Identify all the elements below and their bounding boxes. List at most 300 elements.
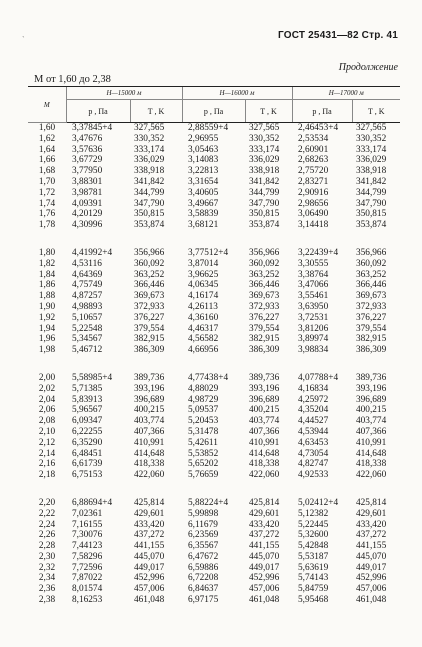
table-cell: 445,070 bbox=[356, 551, 387, 562]
table-cell: 410,991 bbox=[249, 437, 280, 448]
table-cell: 330,352 bbox=[356, 133, 387, 144]
table-cell: 6,84637 bbox=[188, 584, 219, 595]
table-cell: 5,76659 bbox=[188, 470, 219, 481]
table-cell: 338,918 bbox=[249, 166, 280, 177]
table-cell: 3,89974 bbox=[298, 334, 329, 345]
table-cell: 5,02412+4 bbox=[298, 497, 339, 508]
table-cell: 429,601 bbox=[249, 508, 280, 519]
table-cell: 2,20 bbox=[38, 497, 56, 508]
table-cell: 7,72596 bbox=[72, 562, 103, 573]
table-cell: 330,352 bbox=[134, 133, 165, 144]
block-spacer bbox=[28, 231, 400, 248]
table-row bbox=[28, 416, 400, 427]
table-cell: 425,814 bbox=[356, 497, 387, 508]
table-cell: 3,37845+4 bbox=[72, 123, 113, 133]
table-cell: 353,874 bbox=[249, 220, 280, 231]
table-cell: 4,16834 bbox=[298, 383, 329, 394]
table-cell: 7,87022 bbox=[72, 573, 103, 584]
table-cell: 4,66956 bbox=[188, 345, 219, 356]
table-cell: 386,309 bbox=[134, 345, 165, 356]
table-cell: 5,46712 bbox=[72, 345, 103, 356]
table-row bbox=[28, 459, 400, 470]
table-cell: 4,92533 bbox=[298, 470, 329, 481]
table-cell: 341,842 bbox=[249, 176, 280, 187]
table-cell: 4,06345 bbox=[188, 280, 219, 291]
atmosphere-table bbox=[28, 86, 400, 606]
table-cell: 5,53187 bbox=[298, 551, 329, 562]
table-cell: 7,02361 bbox=[72, 508, 103, 519]
table-cell: 4,73054 bbox=[298, 448, 329, 459]
table-cell: 5,12382 bbox=[298, 508, 329, 519]
table-cell: 369,673 bbox=[356, 291, 387, 302]
table-cell: 360,092 bbox=[249, 258, 280, 269]
table-cell: 386,309 bbox=[249, 345, 280, 356]
table-cell: 333,174 bbox=[134, 144, 165, 155]
table-cell: 457,006 bbox=[249, 584, 280, 595]
table-row bbox=[28, 177, 400, 188]
table-cell: 1,84 bbox=[38, 269, 56, 280]
table-cell: 7,58296 bbox=[72, 551, 103, 562]
table-cell: 344,799 bbox=[249, 187, 280, 198]
table-cell: 2,75720 bbox=[298, 166, 329, 177]
table-cell: 4,87257 bbox=[72, 291, 103, 302]
table-cell: 5,22445 bbox=[298, 519, 329, 530]
table-cell: 437,272 bbox=[249, 530, 280, 541]
table-cell: 437,272 bbox=[356, 530, 387, 541]
table-cell: 457,006 bbox=[134, 584, 165, 595]
table-cell: 2,28 bbox=[38, 541, 56, 552]
table-cell: 4,07788+4 bbox=[298, 372, 339, 383]
table-cell: 366,446 bbox=[134, 280, 165, 291]
table-cell: 347,790 bbox=[356, 198, 387, 209]
table-row bbox=[28, 334, 400, 345]
table-row bbox=[28, 209, 400, 220]
table-cell: 1,68 bbox=[38, 166, 56, 177]
table-cell: 452,996 bbox=[134, 573, 165, 584]
table-cell: 3,47066 bbox=[298, 280, 329, 291]
table-cell: 330,352 bbox=[249, 133, 280, 144]
table-cell: 410,991 bbox=[356, 437, 387, 448]
table-cell: 1,62 bbox=[38, 133, 56, 144]
table-cell: 389,736 bbox=[356, 372, 387, 383]
table-cell: 437,272 bbox=[134, 530, 165, 541]
continuation-label: Продолжение bbox=[338, 62, 398, 73]
table-cell: 393,196 bbox=[356, 383, 387, 394]
table-cell: 3,88301 bbox=[72, 176, 103, 187]
table-row bbox=[28, 291, 400, 302]
table-cell: 336,029 bbox=[249, 155, 280, 166]
table-cell: 6,35567 bbox=[188, 541, 219, 552]
table-cell: 400,215 bbox=[356, 405, 387, 416]
table-cell: 2,06 bbox=[38, 405, 56, 416]
table-row bbox=[28, 270, 400, 281]
table-cell: 369,673 bbox=[134, 291, 165, 302]
table-row bbox=[28, 584, 400, 595]
table-row bbox=[28, 345, 400, 356]
table-cell: 366,446 bbox=[249, 280, 280, 291]
table-cell: 429,601 bbox=[134, 508, 165, 519]
table-cell: 2,32 bbox=[38, 562, 56, 573]
table-cell: 356,966 bbox=[249, 247, 280, 258]
table-cell: 403,774 bbox=[134, 416, 165, 427]
document-reference: ГОСТ 25431—82 Стр. 41 bbox=[278, 30, 398, 41]
table-cell: 433,420 bbox=[134, 519, 165, 530]
table-cell: 336,029 bbox=[356, 155, 387, 166]
table-cell: 418,338 bbox=[249, 459, 280, 470]
table-cell: 2,88559+4 bbox=[188, 123, 229, 133]
table-cell: 449,017 bbox=[134, 562, 165, 573]
table-cell: 3,96625 bbox=[188, 269, 219, 280]
table-cell: 4,98729 bbox=[188, 394, 219, 405]
table-cell: 3,72531 bbox=[298, 312, 329, 323]
table-cell: 2,34 bbox=[38, 573, 56, 584]
pressure-header: p , Па bbox=[292, 100, 352, 123]
table-cell: 449,017 bbox=[249, 562, 280, 573]
table-row bbox=[28, 199, 400, 210]
table-cell: 4,77438+4 bbox=[188, 372, 229, 383]
table-cell: 336,029 bbox=[134, 155, 165, 166]
table-cell: 396,689 bbox=[249, 394, 280, 405]
table-row bbox=[28, 541, 400, 552]
table-cell: 1,94 bbox=[38, 323, 56, 334]
table-cell: 6,59886 bbox=[188, 562, 219, 573]
table-cell: 418,338 bbox=[134, 459, 165, 470]
table-cell: 452,996 bbox=[249, 573, 280, 584]
table-row bbox=[28, 123, 400, 134]
table-cell: 341,842 bbox=[356, 176, 387, 187]
table-cell: 5,74143 bbox=[298, 573, 329, 584]
altitude-17000-header: H—17000 м bbox=[292, 87, 400, 100]
table-cell: 6,23569 bbox=[188, 530, 219, 541]
table-cell: 350,815 bbox=[134, 209, 165, 220]
table-cell: 2,30 bbox=[38, 551, 56, 562]
table-row bbox=[28, 155, 400, 166]
pressure-header: p , Па bbox=[182, 100, 245, 123]
table-cell: 8,01574 bbox=[72, 584, 103, 595]
table-cell: 3,38764 bbox=[298, 269, 329, 280]
table-row bbox=[28, 248, 400, 259]
table-cell: 461,048 bbox=[356, 595, 387, 606]
table-cell: 2,26 bbox=[38, 530, 56, 541]
table-cell: 5,96567 bbox=[72, 405, 103, 416]
table-cell: 7,44123 bbox=[72, 541, 103, 552]
table-cell: 356,966 bbox=[134, 247, 165, 258]
table-cell: 376,227 bbox=[249, 312, 280, 323]
table-cell: 376,227 bbox=[134, 312, 165, 323]
table-cell: 393,196 bbox=[134, 383, 165, 394]
table-cell: 2,04 bbox=[38, 394, 56, 405]
table-cell: 347,790 bbox=[249, 198, 280, 209]
table-cell: 3,68121 bbox=[188, 220, 219, 231]
table-cell: 379,554 bbox=[134, 323, 165, 334]
table-cell: 410,991 bbox=[134, 437, 165, 448]
table-cell: 382,915 bbox=[134, 334, 165, 345]
table-cell: 5,88224+4 bbox=[188, 497, 229, 508]
table-row bbox=[28, 530, 400, 541]
table-cell: 452,996 bbox=[356, 573, 387, 584]
table-cell: 6,97175 bbox=[188, 595, 219, 606]
table-row bbox=[28, 438, 400, 449]
temperature-header: T , K bbox=[130, 100, 182, 123]
pressure-header: p , Па bbox=[66, 100, 130, 123]
table-row bbox=[28, 595, 400, 606]
table-row bbox=[28, 449, 400, 460]
table-cell: 3,40605 bbox=[188, 187, 219, 198]
table-cell: 4,09391 bbox=[72, 198, 103, 209]
table-cell: 393,196 bbox=[249, 383, 280, 394]
table-cell: 2,08 bbox=[38, 416, 56, 427]
table-cell: 2,36 bbox=[38, 584, 56, 595]
table-row bbox=[28, 563, 400, 574]
table-cell: 8,16253 bbox=[72, 595, 103, 606]
table-cell: 5,53852 bbox=[188, 448, 219, 459]
table-cell: 1,60 bbox=[38, 123, 56, 133]
table-cell: 363,252 bbox=[249, 269, 280, 280]
table-cell: 3,06490 bbox=[298, 209, 329, 220]
table-row bbox=[28, 573, 400, 584]
table-row bbox=[28, 552, 400, 563]
table-cell: 2,24 bbox=[38, 519, 56, 530]
table-caption: М от 1,60 до 2,38 bbox=[34, 74, 111, 85]
table-cell: 2,46453+4 bbox=[298, 123, 339, 133]
table-cell: 4,82747 bbox=[298, 459, 329, 470]
table-cell: 372,933 bbox=[134, 301, 165, 312]
table-cell: 4,46317 bbox=[188, 323, 219, 334]
table-cell: 5,42848 bbox=[298, 541, 329, 552]
table-cell: 366,446 bbox=[356, 280, 387, 291]
table-cell: 2,83271 bbox=[298, 176, 329, 187]
table-cell: 1,74 bbox=[38, 198, 56, 209]
table-cell: 327,565 bbox=[134, 123, 165, 133]
table-cell: 2,53534 bbox=[298, 133, 329, 144]
table-cell: 2,10 bbox=[38, 426, 56, 437]
table-cell: 372,933 bbox=[249, 301, 280, 312]
temperature-header: T , K bbox=[352, 100, 400, 123]
table-cell: 3,14083 bbox=[188, 155, 219, 166]
table-cell: 338,918 bbox=[356, 166, 387, 177]
table-cell: 2,90916 bbox=[298, 187, 329, 198]
table-cell: 418,338 bbox=[356, 459, 387, 470]
table-cell: 414,648 bbox=[134, 448, 165, 459]
table-cell: 6,61739 bbox=[72, 459, 103, 470]
table-cell: 4,44527 bbox=[298, 416, 329, 427]
table-cell: 327,565 bbox=[356, 123, 387, 133]
table-row bbox=[28, 188, 400, 199]
table-cell: 2,02 bbox=[38, 383, 56, 394]
table-cell: 422,060 bbox=[356, 470, 387, 481]
table-cell: 1,70 bbox=[38, 176, 56, 187]
table-row bbox=[28, 509, 400, 520]
table-cell: 1,88 bbox=[38, 291, 56, 302]
block-spacer bbox=[28, 356, 400, 373]
table-cell: 327,565 bbox=[249, 123, 280, 133]
table-cell: 6,22255 bbox=[72, 426, 103, 437]
table-cell: 433,420 bbox=[356, 519, 387, 530]
table-cell: 1,80 bbox=[38, 247, 56, 258]
table-cell: 4,53944 bbox=[298, 426, 329, 437]
table-cell: 379,554 bbox=[249, 323, 280, 334]
table-cell: 344,799 bbox=[356, 187, 387, 198]
altitude-15000-header: H—15000 м bbox=[66, 87, 182, 100]
table-cell: 422,060 bbox=[134, 470, 165, 481]
mach-column-header: М bbox=[28, 87, 66, 123]
table-cell: 2,00 bbox=[38, 372, 56, 383]
table-cell: 363,252 bbox=[134, 269, 165, 280]
table-cell: 2,68263 bbox=[298, 155, 329, 166]
table-cell: 4,36160 bbox=[188, 312, 219, 323]
table-cell: 396,689 bbox=[356, 394, 387, 405]
table-cell: 2,98656 bbox=[298, 198, 329, 209]
table-cell: 6,48451 bbox=[72, 448, 103, 459]
table-cell: 3,30555 bbox=[298, 258, 329, 269]
table-cell: 422,060 bbox=[249, 470, 280, 481]
table-cell: 2,22 bbox=[38, 508, 56, 519]
table-cell: 5,31478 bbox=[188, 426, 219, 437]
table-cell: 457,006 bbox=[356, 584, 387, 595]
table-row bbox=[28, 373, 400, 384]
table-cell: 5,42611 bbox=[188, 437, 218, 448]
table-cell: 396,689 bbox=[134, 394, 165, 405]
table-cell: 1,64 bbox=[38, 144, 56, 155]
table-row bbox=[28, 166, 400, 177]
table-cell: 2,12 bbox=[38, 437, 56, 448]
table-cell: 1,90 bbox=[38, 301, 56, 312]
table-cell: 389,736 bbox=[249, 372, 280, 383]
table-cell: 382,915 bbox=[249, 334, 280, 345]
table-cell: 338,918 bbox=[134, 166, 165, 177]
table-row bbox=[28, 427, 400, 438]
table-cell: 1,86 bbox=[38, 280, 56, 291]
table-cell: 3,49667 bbox=[188, 198, 219, 209]
table-row bbox=[28, 259, 400, 270]
table-cell: 350,815 bbox=[249, 209, 280, 220]
table-cell: 2,38 bbox=[38, 595, 56, 606]
table-cell: 1,76 bbox=[38, 209, 56, 220]
table-cell: 3,05463 bbox=[188, 144, 219, 155]
table-cell: 4,41992+4 bbox=[72, 247, 113, 258]
table-row bbox=[28, 220, 400, 231]
table-cell: 2,14 bbox=[38, 448, 56, 459]
table-cell: 4,26113 bbox=[188, 301, 218, 312]
table-cell: 3,58839 bbox=[188, 209, 219, 220]
table-cell: 2,18 bbox=[38, 470, 56, 481]
table-row bbox=[28, 395, 400, 406]
table-cell: 360,092 bbox=[356, 258, 387, 269]
table-cell: 3,31654 bbox=[188, 176, 219, 187]
table-cell: 4,53116 bbox=[72, 258, 102, 269]
table-cell: 376,227 bbox=[356, 312, 387, 323]
temperature-header: T , K bbox=[245, 100, 292, 123]
table-cell: 5,83913 bbox=[72, 394, 103, 405]
table-cell: 3,87014 bbox=[188, 258, 219, 269]
table-cell: 4,75749 bbox=[72, 280, 103, 291]
table-cell: 4,16174 bbox=[188, 291, 219, 302]
table-row bbox=[28, 145, 400, 156]
table-cell: 333,174 bbox=[356, 144, 387, 155]
table-cell: 356,966 bbox=[356, 247, 387, 258]
table-cell: 1,98 bbox=[38, 345, 56, 356]
table-cell: 6,11679 bbox=[188, 519, 218, 530]
table-cell: 2,96955 bbox=[188, 133, 219, 144]
table-cell: 3,63950 bbox=[298, 301, 329, 312]
table-cell: 461,048 bbox=[134, 595, 165, 606]
table-cell: 6,47672 bbox=[188, 551, 219, 562]
table-row bbox=[28, 470, 400, 481]
table-cell: 3,57636 bbox=[72, 144, 103, 155]
table-cell: 3,67729 bbox=[72, 155, 103, 166]
table-cell: 389,736 bbox=[134, 372, 165, 383]
table-cell: 5,32600 bbox=[298, 530, 329, 541]
table-body bbox=[28, 123, 400, 606]
table-cell: 353,874 bbox=[356, 220, 387, 231]
table-cell: 441,155 bbox=[249, 541, 280, 552]
table-cell: 350,815 bbox=[356, 209, 387, 220]
table-cell: 3,22813 bbox=[188, 166, 219, 177]
table-row bbox=[28, 302, 400, 313]
table-row bbox=[28, 134, 400, 145]
table-cell: 360,092 bbox=[134, 258, 165, 269]
table-cell: 7,16155 bbox=[72, 519, 103, 530]
table-cell: 4,98893 bbox=[72, 301, 103, 312]
table-cell: 400,215 bbox=[134, 405, 165, 416]
table-cell: 5,22548 bbox=[72, 323, 103, 334]
table-cell: 433,420 bbox=[249, 519, 280, 530]
table-cell: 400,215 bbox=[249, 405, 280, 416]
table-cell: 407,366 bbox=[356, 426, 387, 437]
table-cell: 333,174 bbox=[249, 144, 280, 155]
table-cell: 3,81206 bbox=[298, 323, 329, 334]
table-cell: 5,09537 bbox=[188, 405, 219, 416]
table-row bbox=[28, 498, 400, 509]
table-cell: 4,25972 bbox=[298, 394, 329, 405]
table-cell: 3,47676 bbox=[72, 133, 103, 144]
table-cell: 3,77512+4 bbox=[188, 247, 229, 258]
table-cell: 3,22439+4 bbox=[298, 247, 339, 258]
table-row bbox=[28, 280, 400, 291]
table-cell: 5,95468 bbox=[298, 595, 329, 606]
altitude-16000-header: H—16000 м bbox=[182, 87, 292, 100]
table-cell: 7,30076 bbox=[72, 530, 103, 541]
table-cell: 4,63453 bbox=[298, 437, 329, 448]
table-cell: 382,915 bbox=[356, 334, 387, 345]
table-cell: 379,554 bbox=[356, 323, 387, 334]
block-spacer bbox=[28, 481, 400, 498]
table-cell: 441,155 bbox=[134, 541, 165, 552]
table-cell: 2,16 bbox=[38, 459, 56, 470]
table-row bbox=[28, 313, 400, 324]
table-cell: 5,10657 bbox=[72, 312, 103, 323]
corner-mark: ` bbox=[22, 35, 25, 44]
table-row bbox=[28, 324, 400, 335]
table-cell: 372,933 bbox=[356, 301, 387, 312]
table-cell: 6,09347 bbox=[72, 416, 103, 427]
table-cell: 445,070 bbox=[134, 551, 165, 562]
table-cell: 407,366 bbox=[134, 426, 165, 437]
table-cell: 407,366 bbox=[249, 426, 280, 437]
table-cell: 3,98834 bbox=[298, 345, 329, 356]
table-cell: 4,64369 bbox=[72, 269, 103, 280]
table-cell: 1,82 bbox=[38, 258, 56, 269]
table-cell: 403,774 bbox=[356, 416, 387, 427]
table-cell: 3,55461 bbox=[298, 291, 329, 302]
table-cell: 4,56582 bbox=[188, 334, 219, 345]
table-cell: 449,017 bbox=[356, 562, 387, 573]
table-cell: 4,30996 bbox=[72, 220, 103, 231]
table-cell: 369,673 bbox=[249, 291, 280, 302]
table-cell: 429,601 bbox=[356, 508, 387, 519]
table-cell: 414,648 bbox=[249, 448, 280, 459]
table-cell: 1,96 bbox=[38, 334, 56, 345]
